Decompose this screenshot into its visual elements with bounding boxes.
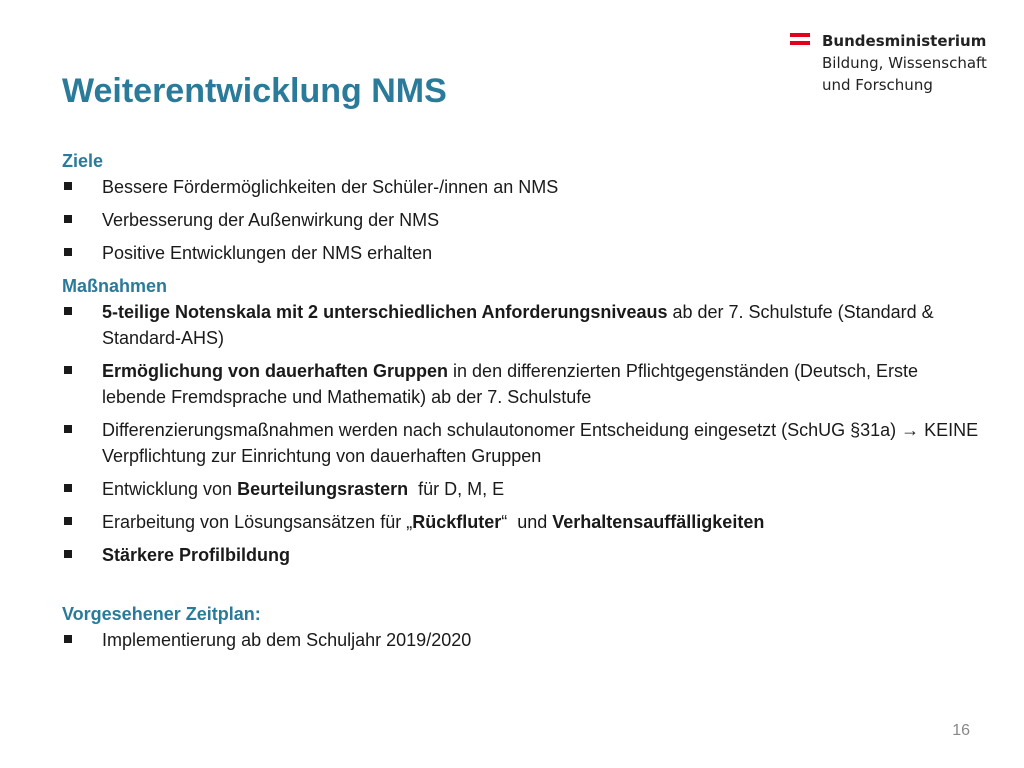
bullet-square-icon bbox=[64, 550, 72, 558]
list-item: 5-teilige Notenskala mit 2 unterschiedlichen Anforderungsniveaus ab der 7. Schulstufe (Standard & Standard-AHS) bbox=[62, 299, 982, 351]
section-heading-massnahmen: Maßnahmen bbox=[62, 276, 168, 296]
zeitplan-list bbox=[62, 627, 982, 653]
list-item: Implementierung ab dem Schuljahr 2019/2020 bbox=[62, 627, 982, 653]
page-number: 16 bbox=[952, 722, 970, 739]
austria-flag-icon bbox=[790, 33, 810, 47]
logo-line-2: Bildung, Wissenschaft bbox=[822, 54, 987, 72]
logo-line-1: Bundesministerium bbox=[822, 32, 987, 50]
bullet-square-icon bbox=[64, 248, 72, 256]
bullet-square-icon bbox=[64, 635, 72, 643]
bullet-square-icon bbox=[64, 366, 72, 374]
logo-line-3: und Forschung bbox=[822, 76, 933, 94]
ziele-list bbox=[62, 174, 982, 266]
bullet-square-icon bbox=[64, 182, 72, 190]
bullet-square-icon bbox=[64, 517, 72, 525]
bullet-square-icon bbox=[64, 484, 72, 492]
section-heading-zeitplan: Vorgesehener Zeitplan: bbox=[62, 604, 261, 624]
bullet-square-icon bbox=[64, 215, 72, 223]
list-item: Differenzierungsmaßnahmen werden nach schulautonomer Entscheidung eingesetzt (SchUG §31a) → KEINE Verpflichtung zur Einrichtung von dauerhaften Gruppen bbox=[62, 417, 982, 469]
list-item: Stärkere Profilbildung bbox=[62, 542, 982, 568]
list-item: Entwicklung von Beurteilungsrastern für D, M, E bbox=[62, 476, 982, 502]
bullet-square-icon bbox=[64, 307, 72, 315]
section-heading-ziele: Ziele bbox=[62, 151, 104, 171]
bullet-square-icon bbox=[64, 425, 72, 433]
logo-text bbox=[822, 30, 1022, 96]
list-item: Ermöglichung von dauerhaften Gruppen in den differenzierten Pflichtgegenständen (Deutsch, Erste lebende Fremdsprache und Mathematik) ab der 7. Schulstufe bbox=[62, 358, 982, 410]
list-item: Verbesserung der Außenwirkung der NMS bbox=[62, 207, 982, 233]
list-item: Bessere Fördermöglichkeiten der Schüler-/innen an NMS bbox=[62, 174, 982, 200]
list-item: Erarbeitung von Lösungsansätzen für „Rückfluter“ und Verhaltensauffälligkeiten bbox=[62, 509, 982, 535]
arrow-right-icon: → bbox=[901, 420, 920, 440]
slide-title: Weiterentwicklung NMS bbox=[62, 72, 447, 110]
slide-content bbox=[62, 148, 982, 660]
list-item: Positive Entwicklungen der NMS erhalten bbox=[62, 240, 982, 266]
massnahmen-list bbox=[62, 299, 982, 568]
